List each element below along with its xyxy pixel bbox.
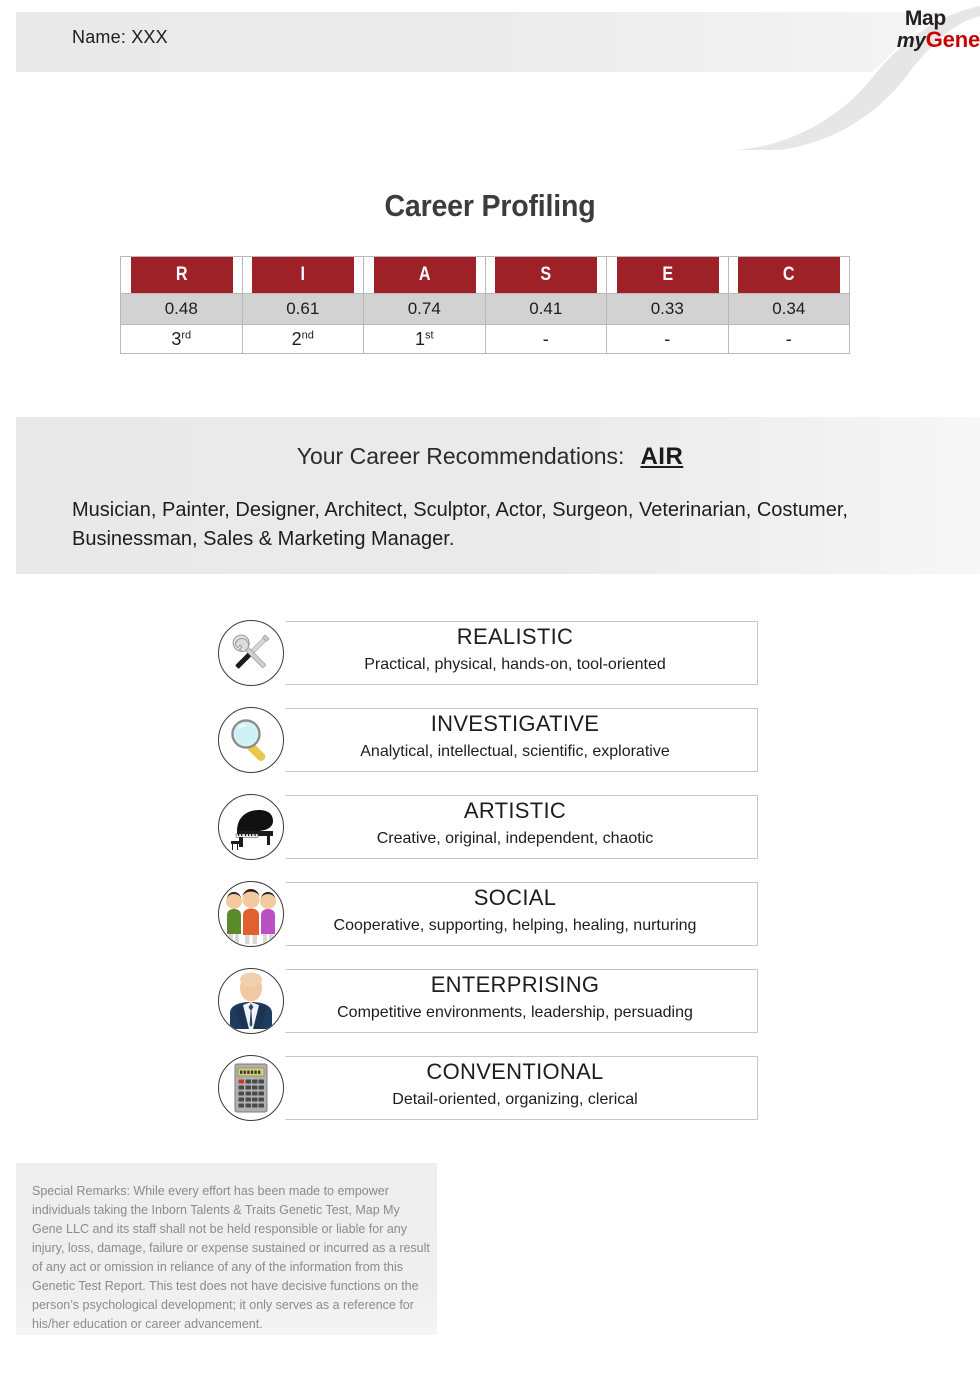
calculator-icon [218, 1055, 284, 1121]
recommendations-label: Your Career Recommendations: [296, 443, 625, 469]
category-card-investigative[interactable] [218, 708, 758, 770]
riasec-score-cell: 0.33 [607, 294, 729, 325]
riasec-header-cell: A [373, 257, 476, 294]
recommended-careers-list: Musician, Painter, Designer, Architect, Sculptor, Actor, Surgeon, Veterinarian, Costumer, Businessman, Sales & Marketing Manager. [72, 499, 848, 550]
riasec-rank-row [121, 325, 850, 354]
logo-my-text: my [896, 30, 926, 52]
card-title: SOCIAL [473, 885, 557, 910]
category-card-social[interactable] [218, 882, 758, 944]
map-my-gene-logo [897, 8, 980, 51]
logo-second-line [897, 29, 980, 51]
category-card-realistic[interactable] [218, 621, 758, 683]
card-description: Cooperative, supporting, helping, healing, nurturing [333, 917, 697, 934]
card-description: Detail-oriented, organizing, clerical [392, 1091, 638, 1108]
patient-name-label: Name: XXX [72, 27, 168, 47]
riasec-score-cell: 0.74 [364, 294, 486, 325]
riasec-score-cell: 0.41 [485, 294, 607, 325]
card-title: ENTERPRISING [430, 972, 600, 997]
recommendation-code-badge: AIR [640, 443, 684, 470]
category-card-artistic[interactable] [218, 795, 758, 857]
businessman-icon [218, 968, 284, 1034]
riasec-score-cell: 0.34 [728, 294, 850, 325]
riasec-score-cell: 0.48 [121, 294, 243, 325]
riasec-header-cell: S [494, 257, 597, 294]
disclaimer-text: Special Remarks: While every effort has been made to empower individuals taking the Inborn Talents & Traits Genetic Test, Map My Gene LLC and its staff shall not be held responsible or liable for any injury, loss, damage, failure or expense sustained or incurred as a result of any act or omission in reliance of any of the information from this Genetic Test Report. This test does not have decisive functions on the person’s psychological development; it only serves as a reference for his/her education or career advancement. [32, 1184, 430, 1331]
card-description: Practical, physical, hands-on, tool-oriented [364, 656, 666, 673]
riasec-rank-cell: - [485, 325, 607, 354]
riasec-rank-cell: - [728, 325, 850, 354]
page-title: Career Profiling [384, 188, 596, 223]
category-card-enterprising[interactable] [218, 969, 758, 1031]
card-description: Competitive environments, leadership, persuading [337, 1004, 693, 1021]
magnifying-glass-icon [218, 707, 284, 773]
grand-piano-icon [218, 794, 284, 860]
card-title: ARTISTIC [463, 798, 567, 823]
riasec-rank-cell: 1st [364, 325, 486, 354]
career-recommendations-heading [0, 443, 980, 471]
riasec-rank-cell: 2nd [242, 325, 364, 354]
tools-icon [218, 620, 284, 686]
category-card-conventional[interactable] [218, 1056, 758, 1118]
riasec-category-cards [218, 621, 758, 1143]
riasec-header-cell: C [737, 257, 840, 294]
riasec-score-cell: 0.61 [242, 294, 364, 325]
logo-map-text: Map [904, 7, 946, 30]
riasec-header-cell: I [251, 257, 354, 294]
riasec-header-cell: R [130, 257, 233, 294]
riasec-score-table [120, 256, 850, 354]
card-description: Analytical, intellectual, scientific, explorative [360, 743, 670, 760]
card-title: INVESTIGATIVE [430, 711, 600, 736]
card-description: Creative, original, independent, chaotic [376, 830, 654, 847]
riasec-rank-cell: - [607, 325, 729, 354]
logo-gene-text: Gene [925, 27, 980, 52]
three-people-icon [218, 881, 284, 947]
riasec-rank-cell: 3rd [121, 325, 243, 354]
riasec-header-cell: E [616, 257, 719, 294]
card-title: CONVENTIONAL [426, 1059, 604, 1084]
riasec-score-row [121, 294, 850, 325]
riasec-header-row [121, 257, 850, 294]
card-title: REALISTIC [456, 624, 574, 649]
